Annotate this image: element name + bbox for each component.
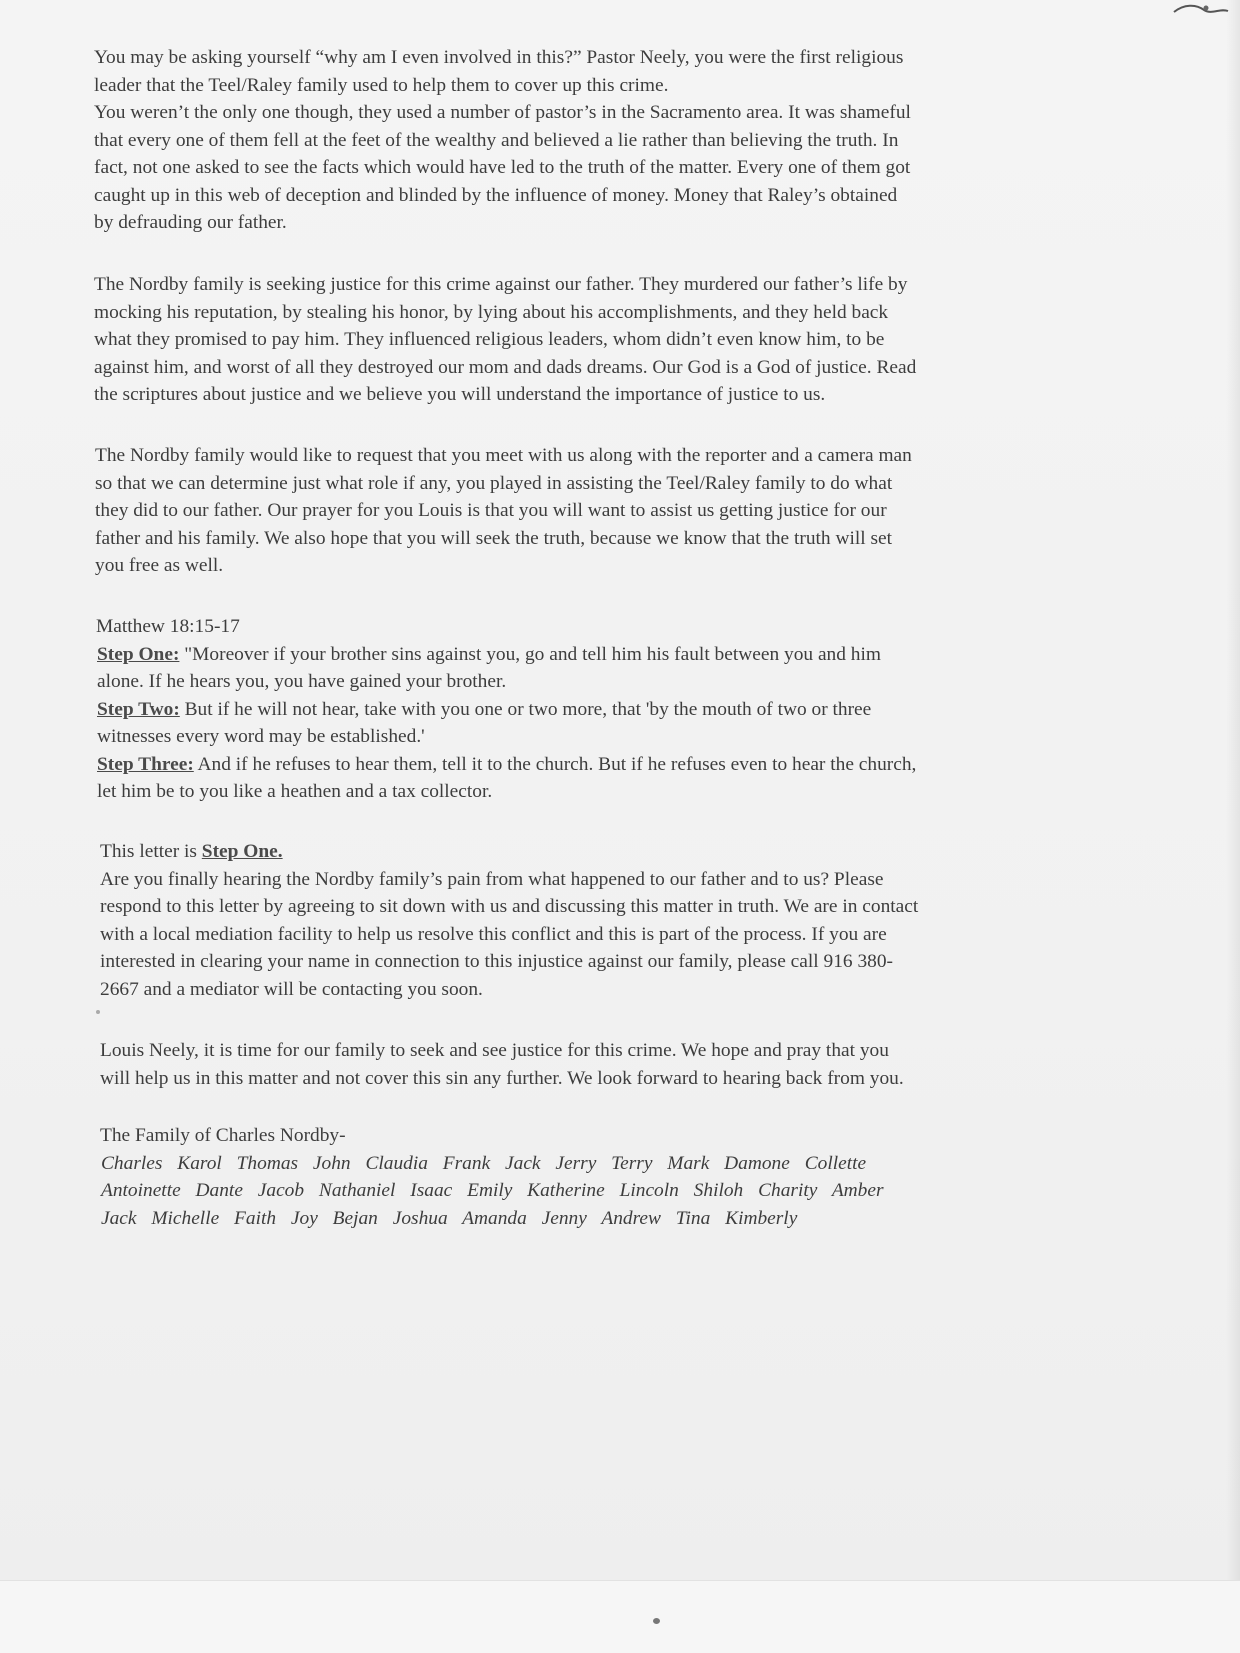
step-three-line: let him be to you like a heathen and a tax collector. xyxy=(97,781,493,802)
step-section-line: Are you finally hearing the Nordby family’s pain from what happened to our father and to us? Please xyxy=(100,868,884,890)
scan-speck xyxy=(653,1618,660,1624)
paragraph-2-line: the scriptures about justice and we believe you will understand the importance of justice to us. xyxy=(94,384,826,405)
closing-line: Louis Neely, it is time for our family to seek and see justice for this crime. We hope and pray that you xyxy=(100,1040,889,1061)
paragraph-3-line: so that we can determine just what role if any, you played in assisting the Teel/Raley family to do what xyxy=(95,472,893,494)
closing-line: will help us in this matter and not cover this sin any further. We look forward to hearing back from you. xyxy=(100,1067,904,1089)
step-section-heading xyxy=(100,838,283,866)
paragraph-1-line: that every one of them fell at the feet of the wealthy and believed a lie rather than believing the truth. In xyxy=(94,129,899,151)
scripture-reference: Matthew 18:15-17 xyxy=(96,616,240,637)
signature-heading: The Family of Charles Nordby- xyxy=(100,1125,346,1146)
paragraph-3-line: The Nordby family would like to request that you meet with us along with the reporter and a camera man xyxy=(95,445,912,466)
step-two-text: But if he will not hear, take with you one or two more, that 'by the mouth of two or three xyxy=(179,698,872,720)
paragraph-1-line: leader that the Teel/Raley family used to help them to cover up this crime. xyxy=(94,74,669,96)
paragraph-2-line: The Nordby family is seeking justice for this crime against our father. They murdered our father’s life by xyxy=(94,274,908,295)
paragraph-3-line: you free as well. xyxy=(95,555,224,576)
step-section-emphasis: Step One. xyxy=(201,841,283,862)
step-three-line xyxy=(97,751,916,779)
step-three-text: And if he refuses to hear them, tell it to the church. But if he refuses even to hear the church, xyxy=(193,753,917,775)
paragraph-3-line: they did to our father. Our prayer for you Louis is that you will want to assist us getting justice for our xyxy=(95,500,887,521)
step-two-line xyxy=(97,696,871,724)
step-three-label: Step Three: xyxy=(97,753,194,775)
scan-speck xyxy=(96,1010,100,1014)
staple-mark-icon xyxy=(1170,2,1230,16)
page-edge-shadow xyxy=(1226,0,1240,1653)
step-two-label: Step Two: xyxy=(97,698,180,720)
family-names-line: Antoinette Dante Jacob Nathaniel Isaac Emily Katherine Lincoln Shiloh Charity Amber xyxy=(101,1180,884,1201)
paragraph-2-line: what they promised to pay him. They influenced religious leaders, whom didn’t even know him, to be xyxy=(94,329,885,350)
paragraph-1-line: caught up in this web of deception and blinded by the influence of money. Money that Raley’s obtained xyxy=(94,184,898,206)
step-section-line: interested in clearing your name in connection to this injustice against our family, please call 916 380- xyxy=(100,951,893,972)
paragraph-2-line: mocking his reputation, by stealing his honor, by lying about his accomplishments, and they held back xyxy=(94,301,889,323)
step-section-prefix: This letter is xyxy=(100,841,202,862)
step-one-text: "Moreover if your brother sins against you, go and tell him his fault between you and him xyxy=(179,643,881,665)
paragraph-3-line: father and his family. We also hope that you will seek the truth, because we know that the truth will set xyxy=(95,527,893,549)
step-one-label: Step One: xyxy=(97,643,180,665)
step-section-line: with a local mediation facility to help us resolve this conflict and this is part of the process. If you are xyxy=(100,923,887,945)
paragraph-1-line: You may be asking yourself “why am I even involved in this?” Pastor Neely, you were the first religious xyxy=(94,47,904,68)
family-names-line: Charles Karol Thomas John Claudia Frank Jack Jerry Terry Mark Damone Collette xyxy=(101,1152,867,1174)
step-section-line: 2667 and a mediator will be contacting you soon. xyxy=(100,978,483,1000)
family-names-line: Jack Michelle Faith Joy Bejan Joshua Amanda Jenny Andrew Tina Kimberly xyxy=(101,1207,798,1229)
step-one-line: alone. If he hears you, you have gained your brother. xyxy=(97,671,507,692)
step-one-line xyxy=(97,641,881,669)
paragraph-1-line: fact, not one asked to see the facts which would have led to the truth of the matter. Every one of them got xyxy=(94,157,911,178)
step-two-line: witnesses every word may be established.' xyxy=(97,726,425,747)
paragraph-1-line: by defrauding our father. xyxy=(94,212,287,233)
paragraph-2-line: against him, and worst of all they destroyed our mom and dads dreams. Our God is a God of justice. Read xyxy=(94,356,917,378)
page-bottom-band xyxy=(0,1580,1240,1653)
paragraph-1-line: You weren’t the only one though, they used a number of pastor’s in the Sacramento area. It was shameful xyxy=(94,102,911,123)
step-section-line: respond to this letter by agreeing to sit down with us and discussing this matter in truth. We are in contact xyxy=(100,896,919,917)
